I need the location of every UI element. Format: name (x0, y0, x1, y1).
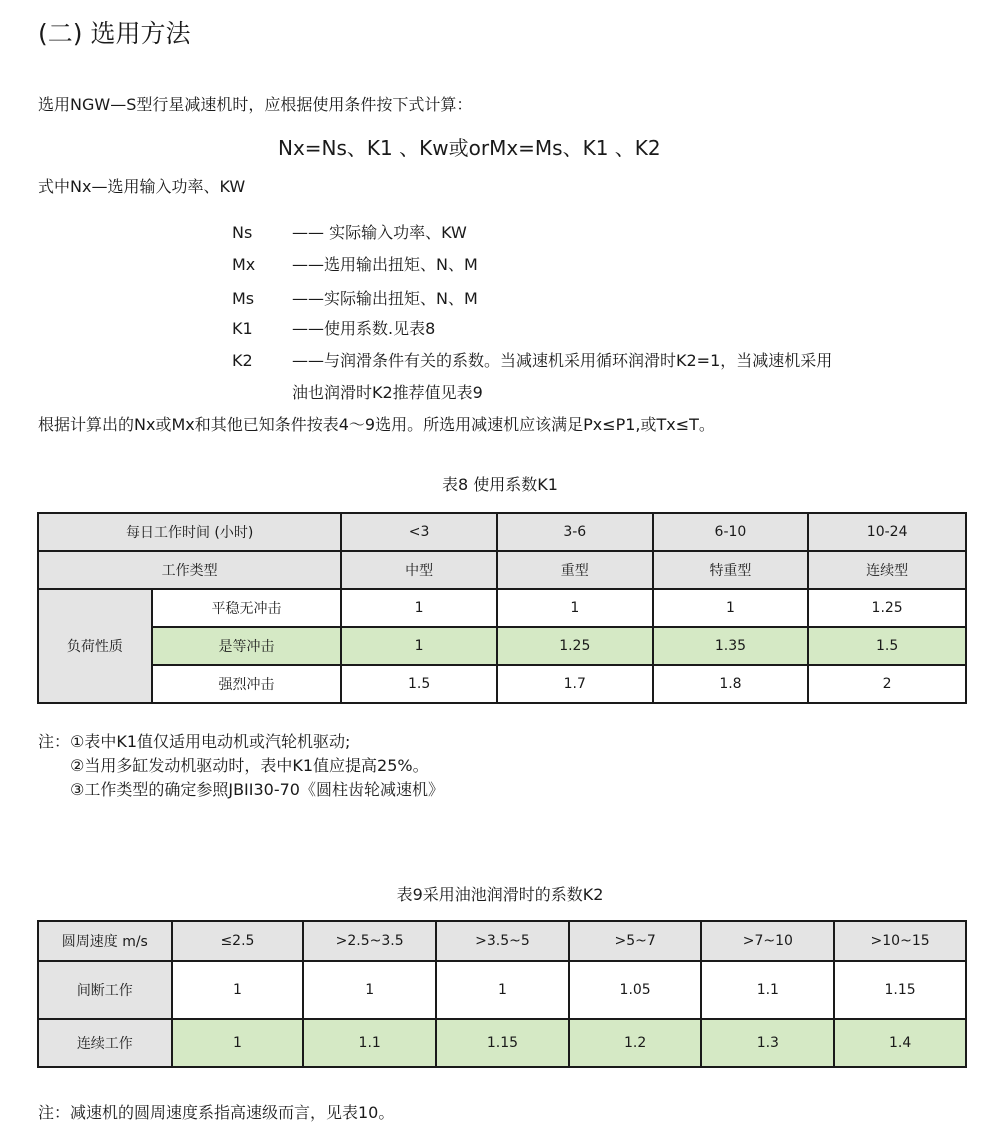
value-cell: 1 (653, 589, 809, 627)
table-row (38, 627, 966, 665)
value-cell: 1.5 (341, 665, 497, 703)
speed-label-cell: 圆周速度 m/s (38, 921, 172, 961)
definition-mx (232, 254, 478, 276)
load-label-cell: 负荷性质 (38, 589, 152, 703)
section-heading: (二) 选用方法 (38, 19, 191, 48)
definition-symbol: K1 (232, 319, 253, 338)
note-item: ③工作类型的确定参照JBII30-70《圆柱齿轮减速机》 (70, 780, 444, 799)
speed-cell: >5~7 (569, 921, 702, 961)
value-cell: 1.4 (834, 1019, 966, 1067)
type-cell: 重型 (497, 551, 653, 589)
speed-cell: >3.5~5 (436, 921, 569, 961)
value-cell: 1.1 (303, 1019, 436, 1067)
value-cell: 1.1 (701, 961, 834, 1019)
hours-cell: <3 (341, 513, 497, 551)
speed-cell: >10~15 (834, 921, 966, 961)
row-label-cell: 平稳无冲击 (152, 589, 342, 627)
table9-speed-row (38, 921, 966, 961)
table8-caption: 表8 使用系数K1 (442, 475, 558, 494)
row-label-cell: 连续工作 (38, 1019, 172, 1067)
definition-text: ——与润滑条件有关的系数。当减速机采用循环润滑时K2=1，当减速机采用 (292, 351, 833, 370)
speed-cell: >2.5~3.5 (303, 921, 436, 961)
value-cell: 1.8 (653, 665, 809, 703)
type-cell: 中型 (341, 551, 497, 589)
table-row (38, 589, 966, 627)
value-cell: 1 (172, 961, 304, 1019)
value-cell: 1 (341, 589, 497, 627)
value-cell: 1.05 (569, 961, 702, 1019)
value-cell: 1.35 (653, 627, 809, 665)
definition-symbol: Ns (232, 223, 253, 242)
hours-cell: 3-6 (497, 513, 653, 551)
table-row (38, 1019, 966, 1067)
definition-text: ——使用系数.见表8 (292, 319, 436, 338)
summary-text: 根据计算出的Nx或Mx和其他已知条件按表4～9选用。所选用减速机应该满足Px≤P1,或Tx≤T。 (38, 415, 715, 434)
type-label-cell: 工作类型 (38, 551, 341, 589)
value-cell: 1.25 (808, 589, 966, 627)
value-cell: 1.15 (436, 1019, 569, 1067)
definition-nx (232, 222, 467, 244)
table-row (38, 665, 966, 703)
value-cell: 1.7 (497, 665, 653, 703)
value-cell: 2 (808, 665, 966, 703)
table8-notes (38, 730, 444, 802)
value-cell: 1 (303, 961, 436, 1019)
speed-cell: >7~10 (701, 921, 834, 961)
formula: Nx=Ns、K1 、Kw或orMx=Ms、K1 、K2 (278, 136, 661, 160)
value-cell: 1 (172, 1019, 304, 1067)
definition-ms (232, 288, 478, 310)
value-cell: 1.3 (701, 1019, 834, 1067)
table9 (37, 920, 967, 1068)
value-cell: 1 (341, 627, 497, 665)
definition-symbol: K2 (232, 351, 253, 370)
row-label-cell: 间断工作 (38, 961, 172, 1019)
definition-symbol: Ms (232, 289, 255, 308)
value-cell: 1.25 (497, 627, 653, 665)
row-label-cell: 是等冲击 (152, 627, 342, 665)
type-cell: 连续型 (808, 551, 966, 589)
definition-k1 (232, 318, 435, 340)
table9-note: 注：减速机的圆周速度系指高速级而言，见表10。 (38, 1103, 395, 1122)
table8 (37, 512, 967, 704)
note-item: 注：①表中K1值仅适用电动机或汽轮机驱动; (38, 732, 351, 751)
definition-text: ——实际输出扭矩、N、M (292, 289, 478, 308)
definition-k2-continued: 油也润滑时K2推荐值见表9 (292, 383, 483, 402)
note-item: ②当用多缸发动机驱动时，表中K1值应提高25%。 (70, 756, 429, 775)
table8-hours-row (38, 513, 966, 551)
intro-text: 选用NGW—S型行星减速机时，应根据使用条件按下式计算： (38, 95, 473, 114)
value-cell: 1 (497, 589, 653, 627)
value-cell: 1.2 (569, 1019, 702, 1067)
hours-label-cell: 每日工作时间 (小时) (38, 513, 341, 551)
type-cell: 特重型 (653, 551, 809, 589)
value-cell: 1.15 (834, 961, 966, 1019)
table-row (38, 961, 966, 1019)
definition-text: ——选用输出扭矩、N、M (292, 255, 478, 274)
table9-caption: 表9采用油池润滑时的系数K2 (396, 885, 604, 904)
value-cell: 1.5 (808, 627, 966, 665)
definition-text: —— 实际输入功率、KW (292, 223, 467, 242)
hours-cell: 6-10 (653, 513, 809, 551)
definition-k2 (232, 350, 832, 372)
hours-cell: 10-24 (808, 513, 966, 551)
definition-symbol: Mx (232, 255, 256, 274)
value-cell: 1 (436, 961, 569, 1019)
speed-cell: ≤2.5 (172, 921, 304, 961)
where-text: 式中Nx—选用输入功率、KW (38, 177, 246, 196)
row-label-cell: 强烈冲击 (152, 665, 342, 703)
table8-type-row (38, 551, 966, 589)
